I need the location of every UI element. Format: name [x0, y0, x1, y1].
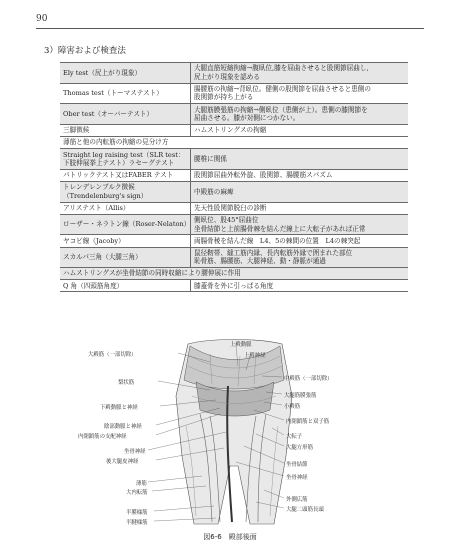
description-line: ハムストリングスの拘縮: [194, 126, 267, 135]
description-line: 先天性股関節脱臼の診断: [194, 203, 267, 212]
table-row: [60, 149, 408, 170]
label-semimembranosus: 半膜様筋: [126, 510, 148, 516]
label-superior-gluteal-nerve: 上殿神経: [244, 353, 266, 359]
description-line: 大腿直筋短縮拘縮→腹臥位,膝を屈曲させると股関節屈曲し,: [194, 64, 369, 73]
test-description-cell: [191, 181, 409, 202]
test-name-cell: スカルパ三角（大腿三角）: [60, 247, 191, 268]
description-line: 鼠径靭帯、縫工筋内縁、長内転筋外縁で囲まれた部位: [194, 248, 353, 257]
label-sciatic-nerve-left: 坐骨神経: [124, 449, 146, 455]
label-biceps-femoris-long-head: 大腿二頭筋長頭: [286, 507, 324, 513]
test-description-cell: [191, 149, 409, 170]
label-quadratus-femoris: 大腿方形筋: [286, 445, 313, 451]
section-title: 3）障害および検査法: [44, 46, 126, 56]
label-piriformis: 梨状筋: [118, 380, 135, 386]
gluteal-anatomy-figure: [60, 336, 408, 528]
test-description-cell: [191, 235, 409, 247]
table-row: [60, 235, 408, 247]
test-description-cell: [191, 280, 409, 292]
test-table: [60, 62, 408, 292]
test-name-cell: Straight leg raising test（SLR test：下肢伸展挙上テスト）ラセーグテスト: [60, 149, 191, 170]
table-row: [60, 268, 408, 280]
description-line: 腸腰筋の拘縮→背臥位。健側の股関節を屈曲させると患側の: [194, 84, 371, 93]
table-row: [60, 83, 408, 104]
table-row: [60, 247, 408, 268]
table-row: [60, 169, 408, 181]
test-description-cell: [191, 63, 409, 84]
test-description-cell: [191, 202, 409, 214]
description-line: 両腸骨稜を結んだ線 L4、5の棘間の位置 L4の棘突起: [194, 236, 361, 245]
test-name-cell: アリステスト（Allis）: [60, 202, 191, 214]
description-line: 大腿筋膜張筋の拘縮→側臥位（患側が上）。患側の膝関節を: [194, 105, 368, 114]
label-gluteus-maximus: 大殿筋（一部切除）: [88, 352, 137, 358]
label-obturator-internus-gemelli: 内閉鎖筋と双子筋: [286, 419, 330, 425]
label-greater-trochanter: 大転子: [286, 434, 303, 440]
test-name-cell: Ely test（尻上がり現象）: [60, 63, 191, 84]
description-line: 股関節屈曲外転外旋、股関節、腸腰筋スパズム: [194, 171, 333, 180]
test-description-cell: [191, 104, 409, 125]
label-semitendinosus: 半腱様筋: [126, 520, 148, 526]
table-cell-fullwidth: ハムストリングスが坐骨結節の同時収縮により腰伸展に作用: [60, 268, 408, 280]
label-obturator-internus-nerve: 内閉鎖筋の支配神経: [78, 434, 127, 440]
description-line: 膝蓋骨を外に引っぱる角度: [194, 281, 274, 290]
label-posterior-femoral-cutaneous: 後大腿皮神経: [106, 459, 139, 465]
description-line: 側臥位、股45°屈曲位: [194, 216, 259, 225]
header-rule: [36, 28, 424, 29]
test-description-cell: [191, 169, 409, 181]
table-row: [60, 63, 408, 84]
page-number: 90: [36, 14, 48, 24]
test-name-cell: トレンデレンブルク徴候（Trendelenburg's sign）: [60, 181, 191, 202]
description-line: 尻上がり現象を認める: [194, 72, 260, 81]
label-gracilis: 薄筋: [136, 481, 147, 487]
test-description-cell: [191, 83, 409, 104]
label-ischial-tuberosity: 坐骨結節: [286, 462, 308, 468]
label-inferior-gluteal: 下殿動脈と神経: [100, 405, 138, 411]
table-row: [60, 136, 408, 148]
table-row: [60, 214, 408, 235]
test-description-cell: [191, 247, 409, 268]
test-name-cell: Thomas test（トーマステスト）: [60, 83, 191, 104]
description-line: 恥骨筋、腸腰筋、大腿神経、動・静脈が通過: [194, 257, 326, 266]
test-name-cell: ローザー・ネラトン線（Roser-Nelaton）: [60, 214, 191, 235]
description-line: 中殿筋の麻痺: [194, 187, 234, 196]
label-sciatic-nerve-right: 坐骨神経: [286, 475, 308, 481]
test-name-cell: パトリックテスト又はFABER テスト: [60, 169, 191, 181]
description-line: 屈曲させる。膝が対側につかない。: [194, 113, 300, 122]
table-row: [60, 104, 408, 125]
label-pudendal: 陰部動脈と神経: [104, 424, 142, 430]
test-name-cell: ヤコビ線（Jacoby）: [60, 235, 191, 247]
test-name-cell: 三脚徴候: [60, 124, 191, 136]
test-description-cell: [191, 214, 409, 235]
description-line: 坐骨結節と上前腸骨棘を結んだ線上に大転子があれば正常: [194, 224, 366, 233]
table-row: [60, 202, 408, 214]
test-description-cell: [191, 124, 409, 136]
description-line: 股関節が持ち上がる: [194, 93, 254, 102]
description-line: 腰椎に関係: [194, 154, 227, 163]
table-cell-fullwidth: 薄筋と他の内転筋の拘縮の見分け方: [60, 136, 408, 148]
label-superior-gluteal-artery: 上殿動脈: [230, 342, 252, 348]
label-gluteus-medius: 中殿筋（一部切除）: [284, 376, 333, 382]
test-name-cell: Q 角（四頭筋角度）: [60, 280, 191, 292]
table-row: [60, 280, 408, 292]
test-name-cell: Ober test（オーバーテスト）: [60, 104, 191, 125]
label-adductor-magnus: 大内転筋: [126, 490, 148, 496]
label-gluteus-minimus: 小殿筋: [284, 404, 301, 410]
label-vastus-lateralis: 外側広筋: [286, 497, 308, 503]
label-tensor-fasciae-latae: 大腿筋膜張筋: [284, 393, 317, 399]
figure-caption: 図6-6 殿部後面: [203, 533, 257, 541]
table-row: [60, 181, 408, 202]
table-row: [60, 124, 408, 136]
